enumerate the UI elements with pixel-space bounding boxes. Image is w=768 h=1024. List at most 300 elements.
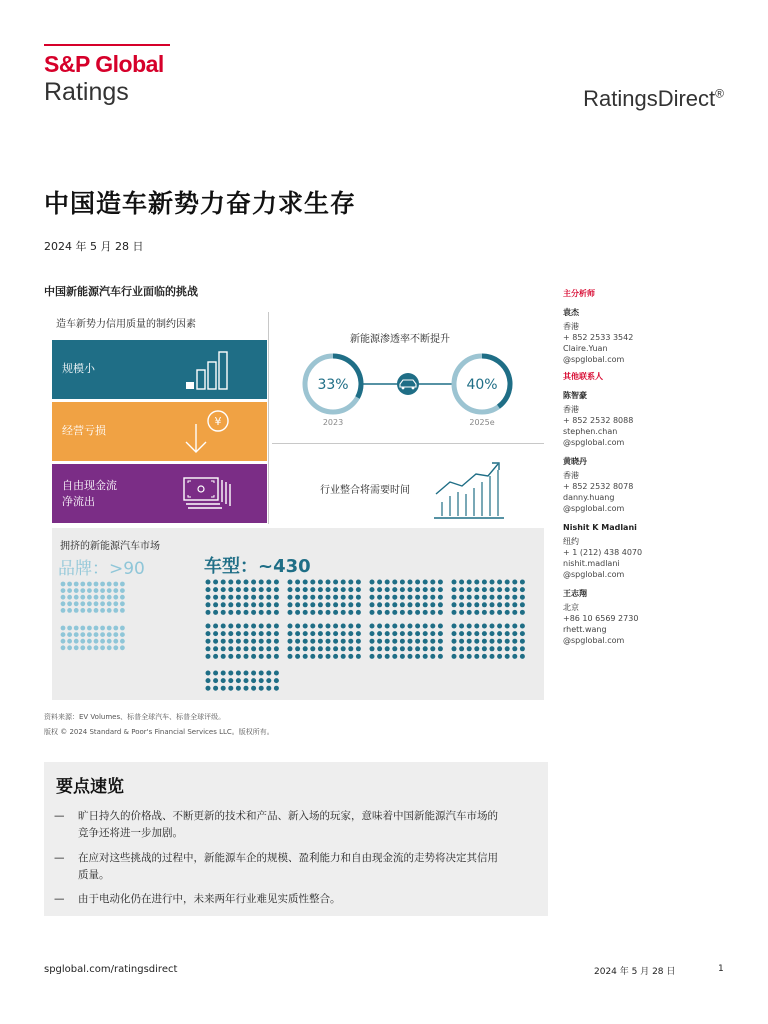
market-dot [377,602,382,607]
market-dot [341,646,346,651]
market-dot [221,602,226,607]
svg-text:¥: ¥ [214,415,222,428]
market-dot [288,610,293,615]
market-dot [333,631,338,636]
market-dot [251,654,256,659]
market-dot [120,588,125,593]
market-dot [490,646,495,651]
market-dot [303,587,308,592]
market-dot [80,639,85,644]
contacts-sidebar [563,288,713,654]
market-dot [74,608,79,613]
contact-name: Nishit K Madlani [563,523,637,532]
footer-url[interactable]: spglobal.com/ratingsdirect [44,964,178,975]
market-dot [310,602,315,607]
market-dot [310,639,315,644]
market-dot [61,632,66,637]
market-dot [385,610,390,615]
market-dot [87,639,92,644]
market-dot [318,610,323,615]
market-dot [94,639,99,644]
value-2023: 33% [317,377,349,393]
market-dot [452,646,457,651]
market-dot [348,624,353,629]
market-dot [244,671,249,676]
market-dot [107,588,112,593]
market-dot [228,678,233,683]
market-dot [94,626,99,631]
market-dot [244,602,249,607]
market-dot [113,601,118,606]
market-dot [438,624,443,629]
market-dot [236,610,241,615]
market-dot [423,631,428,636]
market-dot [310,595,315,600]
market-dot [333,639,338,644]
market-dot [459,580,464,585]
market-dot [266,686,271,691]
market-dot [392,646,397,651]
market-dot [348,610,353,615]
market-dot [274,671,279,676]
market-dot [236,671,241,676]
market-dot [107,595,112,600]
market-dot [80,601,85,606]
market-dot [415,595,420,600]
market-dot [415,646,420,651]
market-dot [274,624,279,629]
market-dot [482,610,487,615]
market-dot [228,595,233,600]
brand-count: 品牌：>90 [58,559,145,579]
market-dot [408,646,413,651]
market-dot [326,595,331,600]
takeaway-item [54,891,534,909]
market-dot [206,631,211,636]
market-dot [251,580,256,585]
market-dot [452,587,457,592]
contact-city: 香港 [563,322,579,331]
market-dot [497,587,502,592]
market-dot [348,595,353,600]
market-dot [221,631,226,636]
market-dot [87,645,92,650]
market-dot [236,580,241,585]
market-dot [512,587,517,592]
market-dot [459,639,464,644]
divider-horizontal [272,443,544,444]
market-dot [213,602,218,607]
market-dot [452,624,457,629]
market-dot [80,595,85,600]
market-dot [482,580,487,585]
year-2025e: 2025e [469,418,495,427]
market-dot [228,587,233,592]
market-dot [423,595,428,600]
market-dot [266,678,271,683]
market-dot [333,646,338,651]
market-dot [400,587,405,592]
market-dot [497,646,502,651]
market-dot [113,645,118,650]
market-dot [94,588,99,593]
market-dot [67,608,72,613]
market-dot [288,654,293,659]
market-dot [213,671,218,676]
source-note: 资料来源：EV Volumes、标普全球汽车、标普全球评级。 [44,713,226,721]
takeaway-text: 由于电动化仍在进行中，未来两年行业难见实质性整合。 [78,893,341,905]
market-dot [415,654,420,659]
market-dot [400,602,405,607]
market-dot [80,608,85,613]
market-dot [392,639,397,644]
market-dot [423,624,428,629]
market-dot [333,654,338,659]
market-dot [295,646,300,651]
market-dot [459,624,464,629]
market-dot [430,646,435,651]
market-dot [482,654,487,659]
market-dot [348,646,353,651]
contact-email-domain[interactable]: @spglobal.com [563,636,625,645]
market-dot [221,624,226,629]
market-dot [259,646,264,651]
market-dot [377,654,382,659]
market-dot [497,610,502,615]
market-dot [452,602,457,607]
market-dot [259,580,264,585]
market-dot [74,582,79,587]
market-dot [467,602,472,607]
market-dot [377,624,382,629]
contact-name: 王志翔 [563,589,587,598]
market-dot [430,639,435,644]
market-dot [288,631,293,636]
market-dot [438,602,443,607]
market-dot [520,631,525,636]
market-dot [467,631,472,636]
market-dot [415,631,420,636]
market-dot [467,624,472,629]
market-dot [259,610,264,615]
market-dot [251,646,256,651]
market-dot [80,626,85,631]
brand-name: S&P Global [44,51,164,77]
market-dot [370,602,375,607]
model-count: 车型：~430 [204,556,311,577]
market-dot [113,639,118,644]
market-dot [318,631,323,636]
market-dot [259,686,264,691]
market-dot [244,580,249,585]
market-dot [400,646,405,651]
market-dot [482,595,487,600]
market-dot [259,654,264,659]
market-dot [438,587,443,592]
market-dot [474,631,479,636]
market-dot [213,631,218,636]
market-dot [206,587,211,592]
market-dot [228,639,233,644]
contact-email-domain[interactable]: @spglobal.com [563,438,625,447]
market-dot [288,624,293,629]
market-dot [221,654,226,659]
market-dot [467,654,472,659]
market-dot [87,595,92,600]
market-dot [288,587,293,592]
market-dot [100,608,105,613]
market-dot [94,632,99,637]
market-dot [228,654,233,659]
market-dot [295,654,300,659]
market-dot [274,646,279,651]
market-dot [236,654,241,659]
market-dot [120,645,125,650]
market-dot [100,582,105,587]
market-dot [266,654,271,659]
market-dot [67,626,72,631]
market-dot [295,610,300,615]
market-dot [482,602,487,607]
market-dot [326,631,331,636]
market-dot [430,654,435,659]
market-dot [67,645,72,650]
market-dot [497,639,502,644]
tile-operating-loss [52,402,267,461]
market-dot [87,632,92,637]
market-dot [490,595,495,600]
market-dot [341,654,346,659]
market-dot [512,631,517,636]
market-dot [236,595,241,600]
market-dot [310,646,315,651]
market-dot [288,639,293,644]
contact-email[interactable]: rhett.wang [563,625,607,634]
market-dot [438,580,443,585]
market-dot [228,646,233,651]
infographic-title: 中国新能源汽车行业面临的挑战 [44,285,198,298]
market-dot [512,624,517,629]
takeaway-item [54,850,534,884]
market-dot [490,624,495,629]
market-dot [356,595,361,600]
market-dot [467,639,472,644]
market-dot [288,580,293,585]
market-dot [392,631,397,636]
market-dot [370,624,375,629]
market-dot [348,587,353,592]
market-dot [303,646,308,651]
market-dot [221,671,226,676]
contact-city: 北京 [563,603,579,612]
market-dot [310,654,315,659]
market-dot [74,626,79,631]
market-dot [452,595,457,600]
market-dot [423,602,428,607]
growth-chart-icon [432,458,506,522]
market-dot [310,580,315,585]
market-dot [295,639,300,644]
tile-small-scale [52,340,267,399]
market-dot [400,624,405,629]
market-dot [259,595,264,600]
market-dot [295,602,300,607]
market-dot [107,626,112,631]
market-dot [438,610,443,615]
contact-email[interactable]: danny.huang [563,493,615,502]
market-dot [236,639,241,644]
market-dot [206,595,211,600]
market-dot [459,602,464,607]
market-dot [303,610,308,615]
market-dot [377,646,382,651]
market-dot [370,631,375,636]
contact-email[interactable]: nishit.madlani [563,559,620,568]
market-dot [423,639,428,644]
market-dot [295,587,300,592]
market-dot [266,610,271,615]
market-dot [341,587,346,592]
market-dot [438,631,443,636]
market-dot [490,602,495,607]
market-dot [333,624,338,629]
market-dot [113,626,118,631]
market-dot [392,610,397,615]
key-takeaways-title: 要点速览 [56,777,124,797]
market-dot [113,595,118,600]
market-dot [113,632,118,637]
market-dot [326,624,331,629]
market-dot [206,654,211,659]
market-dot [490,610,495,615]
market-dot [303,624,308,629]
market-dot [497,654,502,659]
market-dot [490,587,495,592]
contact-phone: +86 10 6569 2730 [563,614,639,623]
market-dot [236,631,241,636]
market-dot [120,632,125,637]
market-dot [326,602,331,607]
market-dot [206,610,211,615]
market-dot [318,580,323,585]
market-dot [467,587,472,592]
market-dot [107,601,112,606]
market-dot [415,587,420,592]
market-dot [213,595,218,600]
market-dot [213,646,218,651]
market-dot [266,631,271,636]
market-dot [100,595,105,600]
contact-email[interactable]: Claire.Yuan [563,344,608,353]
market-dot [377,587,382,592]
market-dot [318,639,323,644]
market-dot [459,595,464,600]
market-dot [505,631,510,636]
takeaway-text [78,850,538,884]
market-dot [467,610,472,615]
market-dot [274,610,279,615]
market-dot [326,654,331,659]
market-dot [370,610,375,615]
market-dot [310,587,315,592]
market-dot [87,601,92,606]
contact-phone: + 852 2532 8078 [563,482,634,491]
market-dot [467,580,472,585]
contact-city: 香港 [563,471,579,480]
market-dot [505,610,510,615]
tile-cash-outflow [52,464,267,523]
market-dot [474,654,479,659]
market-dot [87,582,92,587]
market-dot [377,610,382,615]
market-dot [459,631,464,636]
market-dot [400,654,405,659]
contact-name: 陈智豪 [563,391,587,400]
market-dot [100,588,105,593]
takeaway-item [54,808,534,842]
market-dot [520,646,525,651]
market-dot [505,580,510,585]
market-dot [61,582,66,587]
product-label: RatingsDirect [583,86,716,111]
market-dot [67,588,72,593]
market-dot [408,595,413,600]
market-dot [392,602,397,607]
market-dot [333,602,338,607]
market-dot [259,631,264,636]
market-dot [400,631,405,636]
contact-email[interactable]: stephen.chan [563,427,618,436]
market-dot [107,645,112,650]
market-dot [377,580,382,585]
market-dot [430,610,435,615]
market-dot [251,678,256,683]
market-dot [310,610,315,615]
market-dot [310,624,315,629]
market-dot [303,654,308,659]
market-dot [120,639,125,644]
penetration-graphic [296,346,536,432]
market-dot [474,610,479,615]
market-dot [221,639,226,644]
market-dot [244,678,249,683]
contact-phone: + 852 2533 3542 [563,333,634,342]
market-dot [303,639,308,644]
market-dot [67,582,72,587]
market-dot [236,624,241,629]
market-dot [221,610,226,615]
market-dot [490,639,495,644]
market-dot [385,580,390,585]
market-dot [512,639,517,644]
market-dot [87,608,92,613]
market-dot [392,580,397,585]
market-dot [482,639,487,644]
market-dot [520,595,525,600]
takeaway-line: 在应对这些挑战的过程中，新能源车企的规模、盈利能力和自由现金流的走势将决定其信用 [78,852,498,864]
contact-email-domain[interactable]: @spglobal.com [563,504,625,513]
market-dot [206,602,211,607]
market-dot [430,624,435,629]
market-dot [505,639,510,644]
market-dot [356,631,361,636]
market-dot [356,639,361,644]
market-dot [326,646,331,651]
market-dot [467,595,472,600]
market-dot [400,580,405,585]
contact-email-domain[interactable]: @spglobal.com [563,355,625,364]
contact-email-domain[interactable]: @spglobal.com [563,570,625,579]
